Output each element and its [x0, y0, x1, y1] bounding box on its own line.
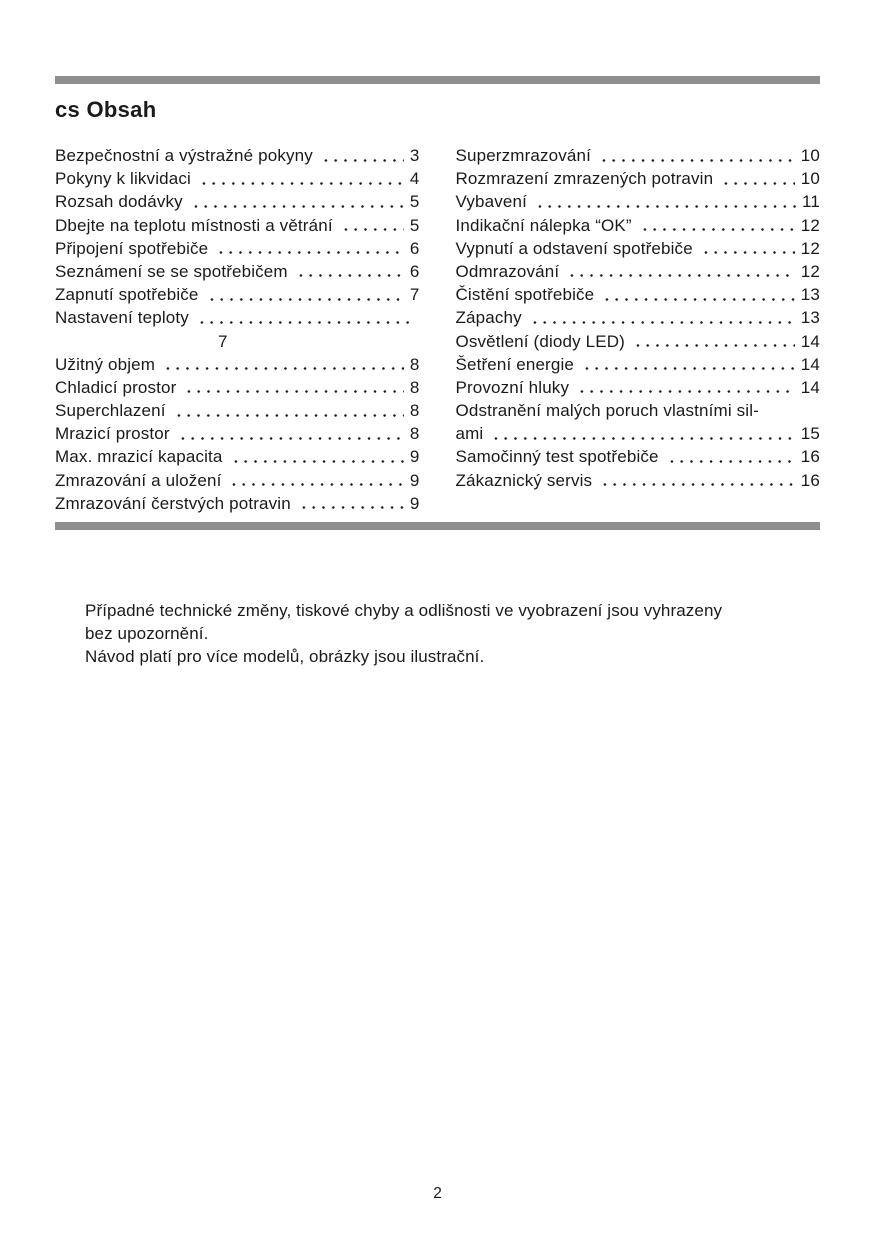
toc-entry-label: Provozní hluky: [455, 377, 570, 397]
footer-note-line: bez upozornění.: [85, 624, 209, 643]
toc-entry-page: 7: [409, 285, 420, 305]
toc-entry-label: Chladicí prostor: [55, 377, 177, 397]
toc-entry-label: Šetření energie: [455, 354, 574, 374]
toc-column-left: [55, 144, 420, 515]
toc-entry-label: Max. mrazicí kapacita: [55, 447, 223, 467]
toc-entry: [456, 144, 821, 167]
toc-entry: [456, 376, 821, 399]
toc-entry-label: Užitný objem: [55, 354, 156, 374]
toc-leader-dots: [206, 283, 404, 306]
toc-entry: [456, 283, 821, 306]
toc-leader-dots: [183, 376, 403, 399]
toc-leader-dots: [162, 353, 404, 376]
toc-entry-label: Zapnutí spotřebiče: [55, 285, 199, 305]
toc-entry: [55, 492, 420, 515]
toc-entry-label: Odmrazování: [455, 261, 560, 281]
toc-entry: [55, 214, 420, 237]
separator-bar-bottom: [55, 522, 820, 530]
toc-entry: [55, 422, 420, 445]
toc-leader-dots: [215, 237, 404, 260]
toc-entry-label: Samočinný test spotřebiče: [455, 447, 659, 467]
toc-entry: [456, 330, 821, 353]
toc-entry: [456, 167, 821, 190]
toc-entry: [55, 260, 420, 283]
toc-entry-label: Mrazicí prostor: [55, 424, 170, 444]
toc-entry-page: 5: [409, 215, 420, 235]
toc-entry-page: 8: [409, 401, 420, 421]
toc-entry-page: 9: [409, 493, 420, 513]
toc-entry: [55, 445, 420, 468]
toc-entry-label: Odstranění malých poruch vlastními sil-: [455, 401, 759, 421]
toc-leader-dots: [720, 167, 795, 190]
toc-entry-page: 10: [800, 146, 820, 165]
toc-entry-page: 5: [409, 192, 420, 212]
toc-leader-dots: [295, 260, 404, 283]
toc-leader-dots: [639, 214, 795, 237]
toc-entry-label: ami: [455, 424, 484, 444]
toc-leader-dots: [196, 306, 414, 329]
toc-leader-dots: [340, 214, 404, 237]
toc-entry: [456, 422, 821, 445]
toc-leader-dots: [198, 167, 404, 190]
toc-leader-dots: [601, 283, 795, 306]
toc-entry-page: 12: [800, 215, 820, 235]
toc-entry-label: Dbejte na teplotu místnosti a větrání: [55, 215, 333, 235]
toc-entry-page: 8: [409, 377, 420, 397]
toc-entry: [456, 469, 821, 492]
toc-entry-label: Superchlazení: [55, 401, 166, 421]
footer-note: [55, 599, 820, 668]
separator-bar-top: [55, 76, 820, 84]
toc-leader-dots: [230, 445, 404, 468]
toc-leader-dots: [490, 422, 794, 445]
toc-leader-dots: [700, 237, 795, 260]
toc-entry-label: Zápachy: [455, 308, 522, 328]
toc-entry-page: 16: [800, 447, 820, 467]
toc-entry-page: 16: [800, 470, 820, 490]
toc-entry: [55, 283, 420, 306]
toc-entry-page: 13: [800, 308, 820, 328]
toc-entry: [456, 399, 821, 422]
toc-entry-page: 15: [800, 424, 820, 444]
toc-entry-label: Čistění spotřebiče: [455, 285, 595, 305]
toc-entry-label: Rozsah dodávky: [55, 192, 183, 212]
toc-entry: [456, 214, 821, 237]
toc-entry: [456, 353, 821, 376]
toc-entry-page: 12: [800, 238, 820, 258]
toc-entry-page: 14: [800, 354, 820, 374]
page-number: 2: [433, 1185, 442, 1202]
toc-leader-dots: [298, 492, 404, 515]
toc-entry-page: 6: [409, 238, 420, 258]
toc-entry-page: 14: [800, 377, 820, 397]
toc-entry-page: 8: [409, 424, 420, 444]
toc-entry: [55, 144, 420, 167]
toc-entry-page: 6: [409, 261, 420, 281]
toc-entry: [55, 306, 420, 329]
toc-leader-dots: [228, 469, 403, 492]
toc-leader-dots: [598, 144, 795, 167]
toc-entry-label: Vybavení: [455, 192, 527, 212]
toc-leader-dots: [177, 422, 404, 445]
toc-entry: [55, 330, 420, 353]
toc-leader-dots: [566, 260, 795, 283]
toc-entry: [456, 260, 821, 283]
toc-entry-label: Zmrazování a uložení: [55, 470, 222, 490]
toc-leader-dots: [534, 190, 796, 213]
toc-entry-label: Indikační nálepka “OK”: [455, 215, 632, 235]
toc-leader-dots: [190, 190, 404, 213]
toc-entry-label: Připojení spotřebiče: [55, 238, 209, 258]
toc-entry: [456, 190, 821, 213]
toc-entry-label: 7: [218, 331, 228, 351]
toc-entry: [55, 469, 420, 492]
toc-column-right: [456, 144, 821, 515]
toc-entry: [456, 445, 821, 468]
footer-note-line: Případné technické změny, tiskové chyby a odlišnosti ve vyobrazení jsou vyhrazeny: [85, 601, 723, 620]
toc-entry-label: Nastavení teploty: [55, 308, 189, 328]
page-title: cs Obsah: [55, 97, 157, 122]
toc-entry-page: 10: [800, 169, 820, 189]
table-of-contents: [55, 144, 820, 515]
toc-entry-page: 8: [409, 354, 420, 374]
toc-entry: [456, 237, 821, 260]
toc-entry-label: Superzmrazování: [455, 146, 591, 165]
toc-leader-dots: [576, 376, 795, 399]
toc-entry-page: 3: [409, 146, 420, 165]
toc-entry-label: Bezpečnostní a výstražné pokyny: [55, 146, 313, 165]
toc-entry: [55, 167, 420, 190]
toc-entry-page: 9: [409, 470, 420, 490]
toc-entry-label: Zákaznický servis: [455, 470, 593, 490]
toc-entry: [55, 376, 420, 399]
toc-entry: [55, 237, 420, 260]
toc-entry-label: Pokyny k likvidaci: [55, 169, 191, 189]
toc-entry-page: 13: [800, 285, 820, 305]
toc-entry-page: 14: [800, 331, 820, 351]
toc-entry: [55, 190, 420, 213]
toc-leader-dots: [581, 353, 795, 376]
toc-leader-dots: [173, 399, 404, 422]
toc-entry-page: 11: [802, 192, 820, 212]
toc-leader-dots: [320, 144, 404, 167]
page-content: [55, 0, 820, 668]
toc-entry-page: 12: [800, 261, 820, 281]
toc-entry-page: 4: [409, 169, 420, 189]
toc-entry: [55, 353, 420, 376]
toc-entry: [456, 306, 821, 329]
toc-entry-label: Zmrazování čerstvých potravin: [55, 493, 291, 513]
toc-entry-label: Osvětlení (diody LED): [455, 331, 625, 351]
toc-entry-label: Seznámení se se spotřebičem: [55, 261, 288, 281]
toc-leader-dots: [632, 330, 795, 353]
footer-note-line: Návod platí pro více modelů, obrázky jsou ilustrační.: [85, 647, 485, 666]
toc-entry: [55, 399, 420, 422]
toc-leader-dots: [529, 306, 795, 329]
toc-entry-label: Vypnutí a odstavení spotřebiče: [455, 238, 693, 258]
toc-leader-dots: [599, 469, 795, 492]
toc-entry-label: Rozmrazení zmrazených potravin: [455, 169, 714, 189]
toc-leader-dots: [666, 445, 795, 468]
toc-entry-page: 9: [409, 447, 420, 467]
